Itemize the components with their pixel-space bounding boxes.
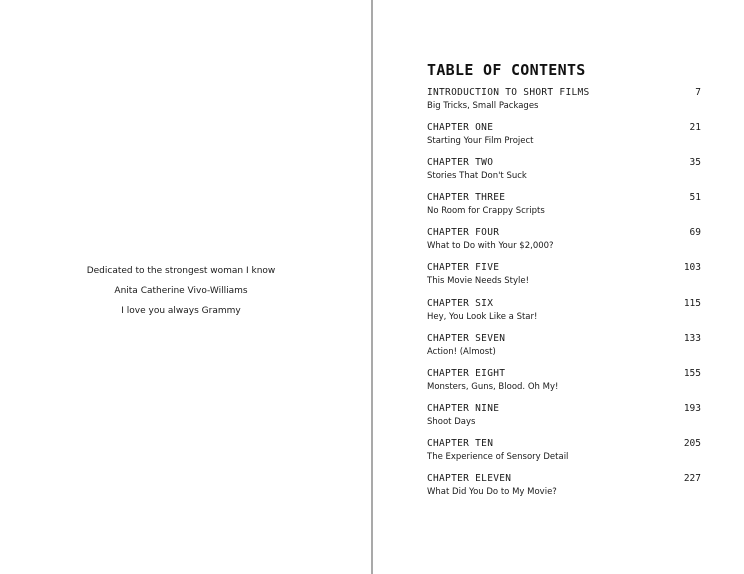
toc-page-number: 51 bbox=[689, 192, 701, 204]
toc-page-number: 205 bbox=[683, 437, 701, 449]
toc-chapter-subtitle: What to Do with Your $2,000? bbox=[427, 241, 554, 252]
toc-chapter-title: CHAPTER ONE bbox=[427, 122, 494, 134]
toc-chapter-title: CHAPTER TWO bbox=[427, 157, 494, 169]
contents-page bbox=[373, 0, 744, 574]
toc-entry bbox=[427, 156, 701, 191]
toc-page-number: 155 bbox=[683, 367, 701, 379]
toc-entry bbox=[427, 191, 701, 226]
dedication-name: Anita Catherine Vivo-Williams bbox=[114, 286, 248, 296]
toc-chapter-subtitle: Hey, You Look Like a Star! bbox=[427, 311, 538, 322]
toc-page-number: 103 bbox=[683, 262, 701, 274]
toc-entry bbox=[427, 332, 701, 367]
toc-chapter-title: CHAPTER THREE bbox=[427, 192, 506, 204]
toc-chapter-title: CHAPTER FIVE bbox=[427, 262, 500, 274]
toc-chapter-subtitle: Stories That Don't Suck bbox=[427, 171, 527, 182]
toc-entry bbox=[427, 367, 701, 402]
toc-chapter-title: CHAPTER SEVEN bbox=[427, 332, 506, 344]
toc-entry bbox=[427, 437, 701, 472]
toc-title: TABLE OF CONTENTS bbox=[427, 61, 586, 79]
toc-entry bbox=[427, 402, 701, 437]
toc-chapter-subtitle: What Did You Do to My Movie? bbox=[427, 487, 557, 498]
dedication-line: I love you always Grammy bbox=[121, 306, 241, 316]
toc-chapter-subtitle: No Room for Crappy Scripts bbox=[427, 206, 545, 217]
toc-page-number: 35 bbox=[689, 157, 701, 169]
dedication-page bbox=[0, 0, 371, 574]
toc-list bbox=[427, 86, 701, 507]
toc-chapter-title: CHAPTER NINE bbox=[427, 402, 500, 414]
dedication-line: Dedicated to the strongest woman I know bbox=[86, 266, 276, 276]
toc-chapter-subtitle: Big Tricks, Small Packages bbox=[427, 101, 539, 111]
toc-chapter-title: CHAPTER SIX bbox=[427, 297, 494, 309]
toc-page-number: 133 bbox=[683, 332, 701, 344]
toc-entry bbox=[427, 297, 701, 332]
toc-chapter-title: CHAPTER FOUR bbox=[427, 227, 500, 239]
toc-chapter-title: CHAPTER EIGHT bbox=[427, 367, 506, 379]
toc-entry bbox=[427, 472, 701, 507]
toc-chapter-title: INTRODUCTION TO SHORT FILMS bbox=[427, 87, 590, 98]
toc-page-number: 227 bbox=[683, 473, 701, 485]
toc-chapter-subtitle: Monsters, Guns, Blood. Oh My! bbox=[427, 381, 559, 392]
toc-entry bbox=[427, 226, 701, 261]
toc-chapter-subtitle: Action! (Almost) bbox=[427, 346, 496, 357]
toc-chapter-subtitle: Shoot Days bbox=[427, 416, 476, 427]
toc-page-number: 21 bbox=[689, 122, 701, 134]
toc-chapter-subtitle: The Experience of Sensory Detail bbox=[427, 451, 569, 462]
toc-page-number: 7 bbox=[695, 87, 701, 98]
toc-chapter-subtitle: This Movie Needs Style! bbox=[427, 276, 530, 287]
toc-entry bbox=[427, 261, 701, 296]
toc-chapter-title: CHAPTER TEN bbox=[427, 437, 494, 449]
toc-chapter-subtitle: Starting Your Film Project bbox=[427, 136, 534, 147]
toc-page-number: 193 bbox=[683, 402, 701, 414]
toc-page-number: 115 bbox=[683, 297, 701, 309]
toc-entry bbox=[427, 121, 701, 156]
toc-page-number: 69 bbox=[689, 227, 701, 239]
dedication bbox=[0, 264, 362, 324]
toc-entry bbox=[427, 86, 701, 121]
toc-chapter-title: CHAPTER ELEVEN bbox=[427, 473, 512, 485]
